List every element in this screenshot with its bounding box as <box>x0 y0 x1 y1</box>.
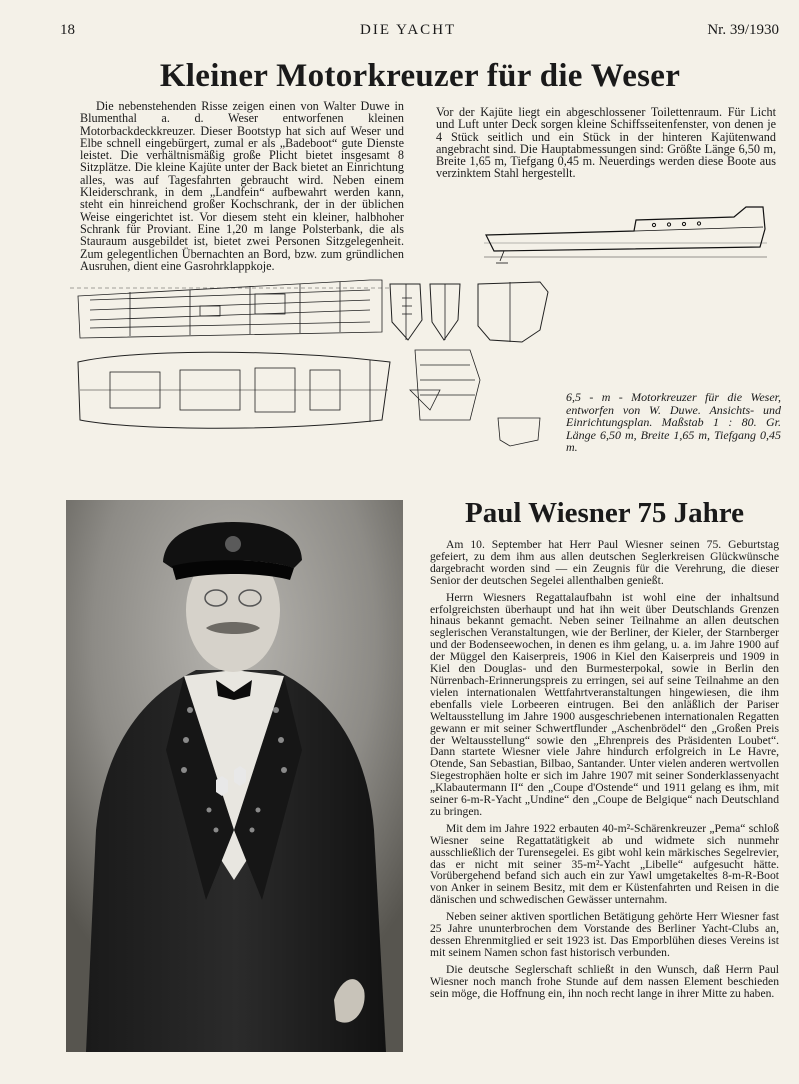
paragraph: Vor der Kajüte liegt ein abgeschlossener Toilettenraum. Für Licht und Luft unter Deck sorgen kleine Schiffsseitenfenster, von denen je 4 Stück seitlich und ein Stück in der hinteren Kajütenwand angebracht sind. Die Hauptabmessungen sind: Größte Länge 6,50 m, Breite 1,65 m, Tiefgang 0,45 m. Neuerdings werden diese Boote aus verzinktem Stahl hergestellt. <box>436 105 776 181</box>
paragraph: Neben seiner aktiven sportlichen Betätigung gehörte Herr Wiesner fast 25 Jahre ununterbrochen dem Vorstande des Berliner Yacht-Clubs an, dessen Ehrenmitglied er seit 1923 ist. Das Emporblühen dieses Vereins ist mit seinem Namen schon fast historisch verbunden. <box>430 910 779 959</box>
drawing-caption: 6,5 - m - Motorkreuzer für die Weser, entworfen von W. Duwe. Ansichts- und Einrichtungsplan. Maßstab 1 : 80. Gr. Länge 6,50 m, Breite 1,65 m, Tiefgang 0,45 m. <box>566 390 781 455</box>
page-header <box>60 22 779 44</box>
paragraph: Die nebenstehenden Risse zeigen einen von Walter Duwe in Blumenthal a. d. Weser entworfenen kleinen Motorbackdeckkreuzer. Dieser Bootstyp hat sich auf Weser und Elbe schnell eingebürgert, zumal er als „Badeboot“ gute Dienste leistet. Die verhältnismäßig große Plicht bietet insgesamt 8 Sitzplätze. Die kleine Kajüte unter der Back bietet an Einrichtung alles, was auf Tagesfahrten gebraucht wird. Neben einem Kleiderschrank, in dem „Landfein“ aufbewahrt werden kann, steht ein hinreichend großer Kochschrank, der in der üblichen Weise eingerichtet ist. Vor diesem steht ein kleiner, halbhoher Schrank für Proviant. Eine 1,20 m lange Polsterbank, die als Stauraum ausgebildet ist, bietet zwei Personen Sitzgelegenheit. Zum gelegentlichen Übernachten an Bord, bzw. zum gründlichen Ausruhen, dient eine Gasrohrklappkoje. <box>80 99 404 273</box>
article-title-motorkreuzer: Kleiner Motorkreuzer für die Weser <box>159 58 681 94</box>
boat-plan-drawing <box>70 270 552 448</box>
article-title-wiesner: Paul Wiesner 75 Jahre <box>464 497 744 529</box>
magazine-title: DIE YACHT <box>360 22 457 38</box>
portrait-photo <box>66 500 403 1052</box>
paragraph: Herrn Wiesners Regattalaufbahn ist wohl eine der inhaltsund erfolgreichsten überhaupt und hat ihn weit über Deutschlands Grenzen hinaus bekannt gemacht. Neben seiner Teilnahme an allen deutschen seglerischen Veranstaltungen, wie der Berliner, der Kieler, der Starnberger und der Bodenseewochen, in denen es ihm gelang, u. a. im Jahre 1900 auf der Müggel den Kaiserpreis, 1906 in Kiel den Kaiserpreis und 1909 in Kiel den Douglas- und den Burmesterpokal, sowie in Berlin den Nürrenbach-Erinnerungspreis zu erringen, sei auf seine Teilnahme an den vielen internationalen Wettfahrtveranstaltungen hingewiesen, die ihm ebenfalls viele Lorbeeren eintrugen. Bei den anläßlich der Pariser Weltausstellung im Jahre 1900 ausgeschriebenen internationalen Regatten gewann er mit seiner Schwertflunder „Aschenbrödel“ den „Großen Preis der Weltausstellung“ sowie den „Ehrenpreis des Präsidenten Loubet“. Dann startete Wiesner viele Jahre hindurch erfolgreich in Le Havre, Otende, San Sebastian, Bilbao, Santander. Unter vielen anderen wertvollen Siegestrophäen holte er sich im Jahre 1907 mit seiner Sonderklassenyacht „Klabautermann II“ den „Coupe d'Ostende“ und 1911 gelang es ihm, mit seiner 6-m-R-Yacht „Undine“ den „Coupe de Belgique“ nach Deutschland zu bringen. <box>430 590 779 818</box>
boat-side-view-drawing <box>484 205 767 267</box>
article-text-right <box>436 106 776 183</box>
article-text-wiesner <box>430 539 779 1005</box>
article-text-left <box>80 100 404 275</box>
paragraph: Am 10. September hat Herr Paul Wiesner seinen 75. Geburtstag gefeiert, zu dem ihm aus allen deutschen Seglerkreisen Glückwünsche dargebracht worden sind — ein Zeugnis für die Verehrung, die dieser Senior der deutschen Segelei allenthalben genießt. <box>430 538 779 587</box>
issue-number: Nr. 39/1930 <box>707 22 779 38</box>
page-number: 18 <box>60 22 75 38</box>
paragraph: Die deutsche Seglerschaft schließt in den Wunsch, daß Herrn Paul Wiesner noch manch frohe Stunde auf dem nassen Element beschieden sein möge, die Hoffnung ein, ihn noch recht lange in ihrer Mitte zu haben. <box>430 962 779 1000</box>
paragraph: Mit dem im Jahre 1922 erbauten 40-m²-Schärenkreuzer „Pema“ schloß Wiesner seine Regattatätigkeit ab und widmete sich nunmehr ausschließlich der Turensegelei. Es gibt wohl kein märkisches Segelrevier, das er nicht mit seiner 35-m²-Yacht „Libelle“ aufgesucht hätte. Vorübergehend befand sich auch ein zur Yawl umgetakeltes 8-m-R-Boot von Anker in seinem Besitz, mit dem er Küstenfahrten und Reisen in die dänischen und schwedischen Gewässer unternahm. <box>430 821 779 907</box>
